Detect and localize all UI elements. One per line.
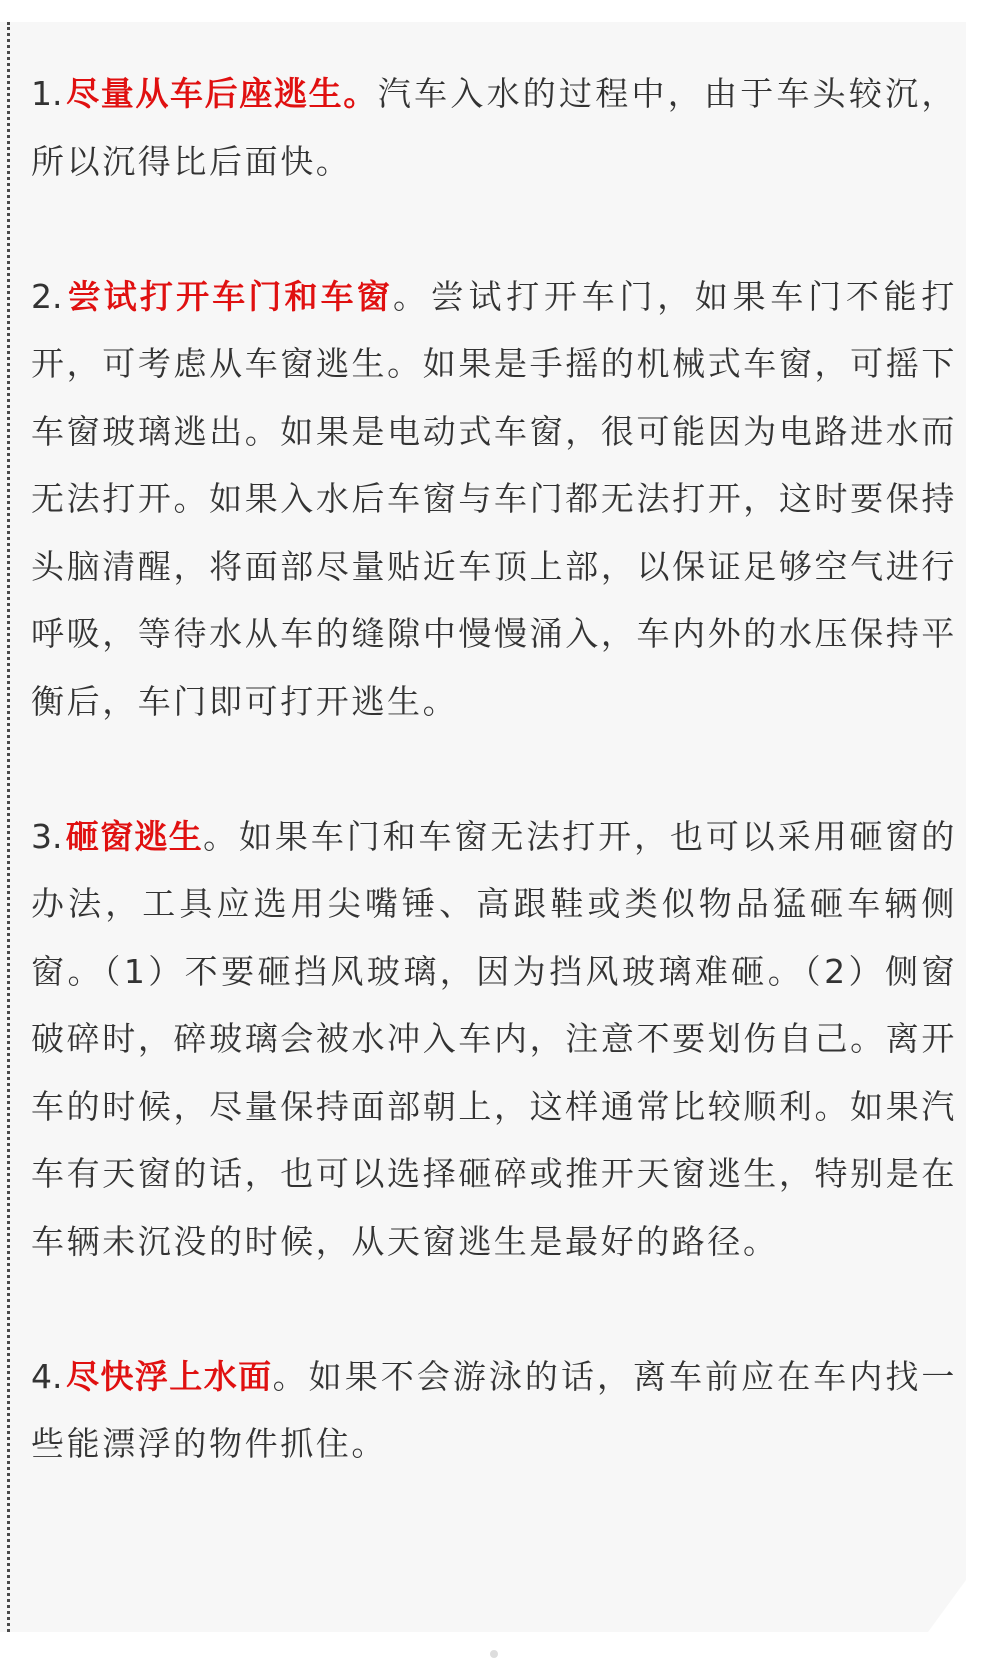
tip-paragraph-3 — [31, 803, 957, 1276]
tip-paragraph-1 — [31, 60, 957, 195]
tip-heading: 尝试打开车门和车窗 — [65, 276, 393, 316]
page-fold-corner — [928, 1580, 966, 1632]
tip-number: 4. — [31, 1356, 63, 1396]
tip-number: 2. — [31, 276, 63, 316]
article-card — [0, 22, 966, 1632]
tip-heading: 砸窗逃生 — [65, 816, 204, 856]
tip-body: 。尝试打开车门，如果车门不能打开，可考虑从车窗逃生。如果是手摇的机械式车窗，可摇下车窗玻璃逃出。如果是电动式车窗，很可能因为电路进水而无法打开。如果入水后车窗与车门都无法打开，这时要保持头脑清醒，将面部尽量贴近车顶上部，以保证足够空气进行呼吸，等待水从车的缝隙中慢慢涌入，车内外的水压保持平衡后，车门即可打开逃生。 — [31, 276, 958, 721]
tip-heading: 尽量从车后座逃生。 — [65, 74, 378, 113]
tip-body: 。如果车门和车窗无法打开，也可以采用砸窗的办法，工具应选用尖嘴锤、高跟鞋或类似物品猛砸车辆侧窗。（1）不要砸挡风玻璃，因为挡风玻璃难砸。（2）侧窗破碎时，碎玻璃会被水冲入车内，注意不要划伤自己。离开车的时候，尽量保持面部朝上，这样通常比较顺利。如果汽车有天窗的话，也可以选择砸碎或推开天窗逃生，特别是在车辆未沉没的时候，从天窗逃生是最好的路径。 — [31, 816, 957, 1261]
tip-body: 。如果不会游泳的话，离车前应在车内找一些能漂浮的物件抓住。 — [31, 1356, 957, 1463]
tip-number: 1. — [31, 74, 63, 113]
tip-paragraph-2 — [31, 263, 957, 736]
tip-heading: 尽快浮上水面 — [65, 1356, 273, 1396]
tip-number: 3. — [31, 816, 63, 856]
article-content — [31, 60, 957, 1478]
tip-paragraph-4 — [31, 1343, 957, 1478]
tip-body: 汽车入水的过程中，由于车头较沉，所以沉得比后面快。 — [31, 74, 957, 181]
decorative-dot — [490, 1650, 498, 1658]
